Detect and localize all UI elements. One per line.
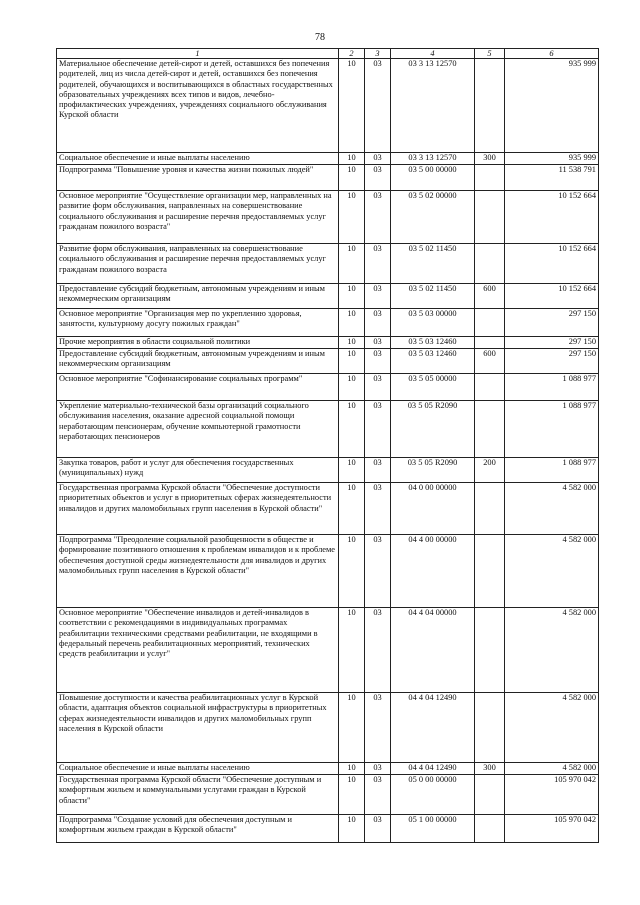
row-subsection: 03: [365, 401, 391, 458]
row-expense-type: 600: [475, 284, 505, 309]
row-expense-type: 300: [475, 763, 505, 775]
row-expense-type: [475, 337, 505, 349]
row-subsection: 03: [365, 59, 391, 153]
table-row: [57, 191, 599, 244]
row-name: Основное мероприятие "Осуществление организации мер, направленных на развитие форм обслуживания, направленных на совершенствование социального обслуживания и расширение перечня предоставляемых услуг гражданам пожилого возраста": [57, 191, 339, 244]
row-expense-type: [475, 401, 505, 458]
row-section: 10: [339, 309, 365, 337]
row-subsection: 03: [365, 775, 391, 815]
table-row: [57, 349, 599, 374]
row-amount: 10 152 664: [505, 191, 599, 244]
row-target-code: 05 0 00 00000: [391, 775, 475, 815]
row-subsection: 03: [365, 244, 391, 284]
row-target-code: 04 4 04 00000: [391, 608, 475, 693]
table-row: [57, 59, 599, 153]
col-header-target-code: 4: [391, 49, 475, 59]
table-row: [57, 608, 599, 693]
row-expense-type: 300: [475, 153, 505, 165]
table-row: [57, 815, 599, 843]
row-amount: 4 582 000: [505, 608, 599, 693]
row-subsection: 03: [365, 191, 391, 244]
row-target-code: 03 5 00 00000: [391, 165, 475, 191]
row-expense-type: [475, 191, 505, 244]
row-amount: 935 999: [505, 153, 599, 165]
row-expense-type: [475, 775, 505, 815]
row-section: 10: [339, 153, 365, 165]
row-section: 10: [339, 483, 365, 535]
row-name: Предоставление субсидий бюджетным, автономным учреждениям и иным некоммерческим организациям: [57, 284, 339, 309]
row-section: 10: [339, 337, 365, 349]
table-row: [57, 535, 599, 608]
row-subsection: 03: [365, 165, 391, 191]
table-row: [57, 458, 599, 483]
row-section: 10: [339, 775, 365, 815]
table-row: [57, 483, 599, 535]
page-number: 78: [315, 32, 325, 43]
row-name: Подпрограмма "Повышение уровня и качества жизни пожилых людей": [57, 165, 339, 191]
row-subsection: 03: [365, 374, 391, 401]
row-amount: 935 999: [505, 59, 599, 153]
row-subsection: 03: [365, 458, 391, 483]
row-expense-type: [475, 309, 505, 337]
row-name: Государственная программа Курской области "Обеспечение доступным и комфортным жильем и коммунальными услугами граждан в Курской области": [57, 775, 339, 815]
row-section: 10: [339, 608, 365, 693]
row-target-code: 03 3 13 12570: [391, 153, 475, 165]
row-section: 10: [339, 458, 365, 483]
row-expense-type: [475, 165, 505, 191]
row-expense-type: [475, 535, 505, 608]
row-target-code: 03 5 05 R2090: [391, 401, 475, 458]
row-name: Основное мероприятие "Организация мер по укреплению здоровья, занятости, культурному досугу пожилых граждан": [57, 309, 339, 337]
row-subsection: 03: [365, 483, 391, 535]
row-name: Социальное обеспечение и иные выплаты населению: [57, 153, 339, 165]
row-section: 10: [339, 59, 365, 153]
row-amount: 105 970 042: [505, 775, 599, 815]
row-subsection: 03: [365, 337, 391, 349]
table-row: [57, 374, 599, 401]
row-expense-type: 600: [475, 349, 505, 374]
row-section: 10: [339, 693, 365, 763]
row-subsection: 03: [365, 309, 391, 337]
row-name: Укрепление материально-технической базы организаций социального обслуживания населения, оказание адресной социальной помощи неработающим пенсионерам, обучение компьютерной грамотности неработающих пенсионеров: [57, 401, 339, 458]
row-target-code: 04 4 04 12490: [391, 763, 475, 775]
row-expense-type: 200: [475, 458, 505, 483]
table-row: [57, 337, 599, 349]
row-name: Подпрограмма "Создание условий для обеспечения доступным и комфортным жильем граждан в Курской области": [57, 815, 339, 843]
row-amount: 105 970 042: [505, 815, 599, 843]
row-subsection: 03: [365, 763, 391, 775]
row-section: 10: [339, 244, 365, 284]
row-amount: 1 088 977: [505, 374, 599, 401]
row-target-code: 03 5 05 R2090: [391, 458, 475, 483]
row-name: Подпрограмма "Преодоление социальной разобщенности в обществе и формирование позитивного отношения к проблемам инвалидов и к проблеме обеспечения доступной среды жизнедеятельности для инвалидов и других маломобильных групп населения в Курской области": [57, 535, 339, 608]
row-name: Предоставление субсидий бюджетным, автономным учреждениям и иным некоммерческим организациям: [57, 349, 339, 374]
table-row: [57, 284, 599, 309]
row-amount: 1 088 977: [505, 458, 599, 483]
row-target-code: 03 5 02 00000: [391, 191, 475, 244]
row-expense-type: [475, 815, 505, 843]
row-target-code: 03 5 02 11450: [391, 284, 475, 309]
col-header-expense-type: 5: [475, 49, 505, 59]
row-target-code: 04 4 00 00000: [391, 535, 475, 608]
row-name: Основное мероприятие "Софинансирование социальных программ": [57, 374, 339, 401]
row-amount: 297 150: [505, 309, 599, 337]
row-subsection: 03: [365, 535, 391, 608]
row-section: 10: [339, 191, 365, 244]
row-target-code: 03 5 02 11450: [391, 244, 475, 284]
table-row: [57, 763, 599, 775]
row-amount: 4 582 000: [505, 763, 599, 775]
row-amount: 10 152 664: [505, 284, 599, 309]
row-subsection: 03: [365, 693, 391, 763]
row-expense-type: [475, 693, 505, 763]
row-expense-type: [475, 244, 505, 284]
col-header-subsection: 3: [365, 49, 391, 59]
row-expense-type: [475, 59, 505, 153]
table-row: [57, 165, 599, 191]
row-target-code: 03 5 03 12460: [391, 337, 475, 349]
row-amount: 297 150: [505, 337, 599, 349]
row-name: Развитие форм обслуживания, направленных на совершенствование социального обслуживания и расширение перечня предоставляемых услуг гражданам пожилого возраста: [57, 244, 339, 284]
row-expense-type: [475, 374, 505, 401]
table-row: [57, 309, 599, 337]
row-name: Социальное обеспечение и иные выплаты населению: [57, 763, 339, 775]
row-subsection: 03: [365, 608, 391, 693]
row-name: Закупка товаров, работ и услуг для обеспечения государственных (муниципальных) нужд: [57, 458, 339, 483]
row-section: 10: [339, 284, 365, 309]
row-amount: 11 538 791: [505, 165, 599, 191]
row-section: 10: [339, 763, 365, 775]
row-name: Основное мероприятие "Обеспечение инвалидов и детей-инвалидов в соответствии с рекомендациями в индивидуальных программах реабилитации техническими средствами реабилитации, не входящими в федеральный перечень реабилитационных мероприятий, технических средств реабилитации и услуг": [57, 608, 339, 693]
row-section: 10: [339, 165, 365, 191]
table-row: [57, 401, 599, 458]
row-expense-type: [475, 483, 505, 535]
budget-table: [56, 48, 599, 843]
row-subsection: 03: [365, 349, 391, 374]
row-name: Повышение доступности и качества реабилитационных услуг в Курской области, адаптация объектов социальной инфраструктуры в приоритетных сферах жизнедеятельности инвалидов и других маломобильных групп населения в Курской области: [57, 693, 339, 763]
row-target-code: 03 3 13 12570: [391, 59, 475, 153]
table-row: [57, 775, 599, 815]
row-name: Прочие мероприятия в области социальной политики: [57, 337, 339, 349]
row-name: Материальное обеспечение детей-сирот и детей, оставшихся без попечения родителей, лиц из числа детей-сирот и детей, оставшихся без попечения родителей, обучающихся и воспитывающихся в областных государственных образовательных учреждениях всех типов и видов, лечебно-профилактических учреждениях, учреждениях социального обслуживания Курской области: [57, 59, 339, 153]
row-amount: 4 582 000: [505, 693, 599, 763]
row-target-code: 04 0 00 00000: [391, 483, 475, 535]
row-section: 10: [339, 815, 365, 843]
col-header-amount: 6: [505, 49, 599, 59]
table-row: [57, 693, 599, 763]
table-row: [57, 244, 599, 284]
row-subsection: 03: [365, 815, 391, 843]
row-amount: 4 582 000: [505, 483, 599, 535]
row-section: 10: [339, 401, 365, 458]
row-section: 10: [339, 349, 365, 374]
col-header-name: 1: [57, 49, 339, 59]
row-expense-type: [475, 608, 505, 693]
row-amount: 1 088 977: [505, 401, 599, 458]
row-target-code: 03 5 03 12460: [391, 349, 475, 374]
col-header-section: 2: [339, 49, 365, 59]
row-amount: 297 150: [505, 349, 599, 374]
row-target-code: 04 4 04 12490: [391, 693, 475, 763]
row-name: Государственная программа Курской области "Обеспечение доступности приоритетных объектов и услуг в приоритетных сферах жизнедеятельности инвалидов и других маломобильных групп населения в Курской области": [57, 483, 339, 535]
row-target-code: 05 1 00 00000: [391, 815, 475, 843]
row-subsection: 03: [365, 153, 391, 165]
row-target-code: 03 5 05 00000: [391, 374, 475, 401]
table-row: [57, 153, 599, 165]
header-row: [57, 49, 599, 59]
row-amount: 4 582 000: [505, 535, 599, 608]
row-section: 10: [339, 374, 365, 401]
row-section: 10: [339, 535, 365, 608]
row-amount: 10 152 664: [505, 244, 599, 284]
row-target-code: 03 5 03 00000: [391, 309, 475, 337]
row-subsection: 03: [365, 284, 391, 309]
